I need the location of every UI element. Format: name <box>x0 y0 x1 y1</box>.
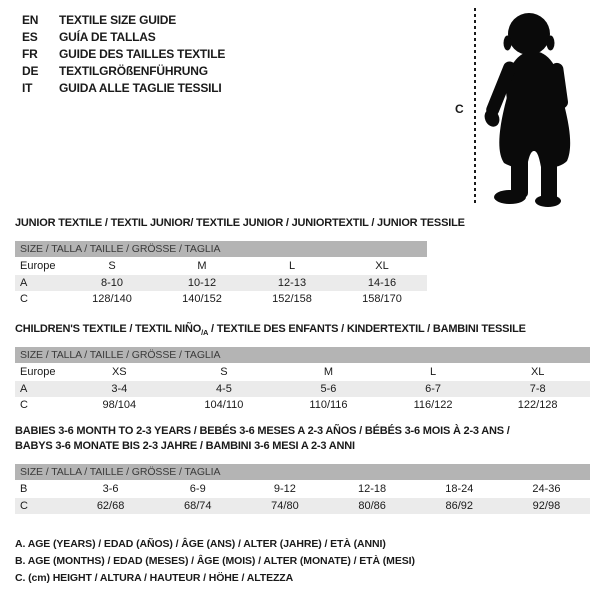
heading-text: CHILDREN'S TEXTILE / TEXTIL NIÑO <box>15 323 202 335</box>
size-table <box>15 241 427 308</box>
table-cell: XS <box>111 366 127 378</box>
heading-text: BABIES 3-6 MONTH TO 2-3 YEARS / BEBÉS 3-6 MESES A 2-3 AÑOS / BÉBÉS 3-6 MOIS À 2-3 ANS / <box>15 425 510 437</box>
table-cell: 5-6 <box>320 382 337 395</box>
table-cell: 4-5 <box>215 382 232 395</box>
table-cell: 80/86 <box>358 499 386 512</box>
language-label: TEXTILGRÖßENFÜHRUNG <box>59 64 208 78</box>
table-cell: 140/152 <box>182 293 222 305</box>
table-cell: 6-7 <box>425 382 442 395</box>
heading-text: JUNIOR TEXTILE / TEXTIL JUNIOR/ TEXTILE JUNIOR / JUNIORTEXTIL / JUNIOR TESSILE <box>15 217 465 229</box>
toddler-silhouette-icon <box>482 5 594 207</box>
table-cell: 12-18 <box>358 483 387 495</box>
row-label: Europe <box>20 366 56 378</box>
table-row <box>15 291 427 308</box>
table-row <box>15 397 590 414</box>
table-cell: 62/68 <box>96 499 125 512</box>
legend-note: A. AGE (YEARS) / EDAD (AÑOS) / ÂGE (ANS) / ALTER (JAHRE) / ETÀ (ANNI) <box>15 538 386 550</box>
section-heading <box>15 216 465 231</box>
table-cell: 98/104 <box>102 399 137 411</box>
table-cell: XL <box>375 260 389 272</box>
section-babies <box>15 424 590 514</box>
language-row <box>22 80 225 97</box>
language-row <box>22 12 225 29</box>
table-cell: 12-13 <box>277 276 307 289</box>
language-label: GUIDA ALLE TAGLIE TESSILI <box>59 81 222 95</box>
section-heading-line <box>15 322 590 337</box>
table-cell: S <box>108 260 116 272</box>
table-cell: M <box>323 366 334 378</box>
section-heading-line <box>15 424 590 439</box>
height-measure-label: C <box>455 102 464 116</box>
table-cell: 116/122 <box>413 399 453 411</box>
heading-text: BABYS 3-6 MONATE BIS 2-3 JAHRE / BAMBINI 3-6 MESI A 2-3 ANNI <box>15 440 355 452</box>
row-label: A <box>20 382 28 395</box>
table-cell: 3-4 <box>111 382 128 395</box>
language-row <box>22 29 225 46</box>
table-cell: 9-12 <box>273 483 296 495</box>
section-children <box>15 322 590 414</box>
table-row <box>15 275 427 292</box>
section-heading-line <box>15 439 590 454</box>
row-label: C <box>20 293 28 305</box>
language-code: EN <box>22 13 39 27</box>
table-cell: 18-24 <box>445 483 474 495</box>
section-heading <box>15 424 590 454</box>
legend-note: B. AGE (MONTHS) / EDAD (MESES) / ÂGE (MOIS) / ALTER (MONATE) / ETÀ (MESI) <box>15 555 415 567</box>
size-header-bar: SIZE / TALLA / TAILLE / GRÖSSE / TAGLIA <box>15 241 427 257</box>
table-cell: 104/110 <box>204 399 244 411</box>
table-cell: 158/170 <box>362 293 402 305</box>
row-label: C <box>20 499 28 512</box>
row-label: Europe <box>20 260 56 272</box>
table-cell: XL <box>530 366 545 378</box>
legend-notes <box>15 536 415 587</box>
table-cell: 7-8 <box>529 382 546 395</box>
table-cell: 86/92 <box>445 499 474 512</box>
row-label: A <box>20 276 28 289</box>
size-table <box>15 347 590 414</box>
height-dotted-line <box>474 8 476 206</box>
legend-note: C. (cm) HEIGHT / ALTURA / HAUTEUR / HÖHE / ALTEZZA <box>15 572 294 584</box>
section-heading <box>15 322 590 337</box>
language-row <box>22 46 225 63</box>
table-row <box>15 258 427 275</box>
table-cell: 74/80 <box>271 499 299 512</box>
heading-text: /A <box>201 327 209 337</box>
language-list <box>22 12 225 97</box>
table-cell: M <box>197 260 207 272</box>
language-row <box>22 63 225 80</box>
table-row <box>15 364 590 381</box>
table-cell: L <box>430 366 437 378</box>
table-cell: 6-9 <box>189 483 206 495</box>
table-row <box>15 481 590 498</box>
table-cell: 122/128 <box>517 399 558 411</box>
table-cell: 68/74 <box>183 499 212 512</box>
baby-height-figure <box>452 5 598 209</box>
language-code: FR <box>22 47 38 61</box>
table-row <box>15 498 590 515</box>
table-cell: L <box>288 260 296 272</box>
language-label: GUIDE DES TAILLES TEXTILE <box>59 47 226 61</box>
size-table <box>15 464 590 514</box>
heading-text: / TEXTILE DES ENFANTS / KINDERTEXTIL / BAMBINI TESSILE <box>208 323 526 335</box>
language-code: ES <box>22 30 38 44</box>
table-cell: 10-12 <box>187 276 217 289</box>
table-cell: 14-16 <box>367 276 397 289</box>
size-header-bar: SIZE / TALLA / TAILLE / GRÖSSE / TAGLIA <box>15 464 590 480</box>
table-cell: 110/116 <box>309 399 348 411</box>
row-label: C <box>20 399 28 411</box>
table-cell: 152/158 <box>272 293 312 305</box>
section-junior <box>15 216 465 308</box>
table-cell: 8-10 <box>100 276 124 289</box>
section-heading-line <box>15 216 465 231</box>
row-label: B <box>20 483 28 495</box>
size-header-bar: SIZE / TALLA / TAILLE / GRÖSSE / TAGLIA <box>15 347 590 363</box>
table-cell: 128/140 <box>92 293 132 305</box>
table-cell: 92/98 <box>532 499 561 512</box>
table-cell: 3-6 <box>102 483 119 495</box>
table-cell: 24-36 <box>532 483 561 495</box>
table-cell: S <box>220 366 228 378</box>
language-label: GUÍA DE TALLAS <box>59 30 156 44</box>
language-code: DE <box>22 64 39 78</box>
language-label: TEXTILE SIZE GUIDE <box>59 13 177 27</box>
table-row <box>15 381 590 398</box>
language-code: IT <box>22 81 33 95</box>
